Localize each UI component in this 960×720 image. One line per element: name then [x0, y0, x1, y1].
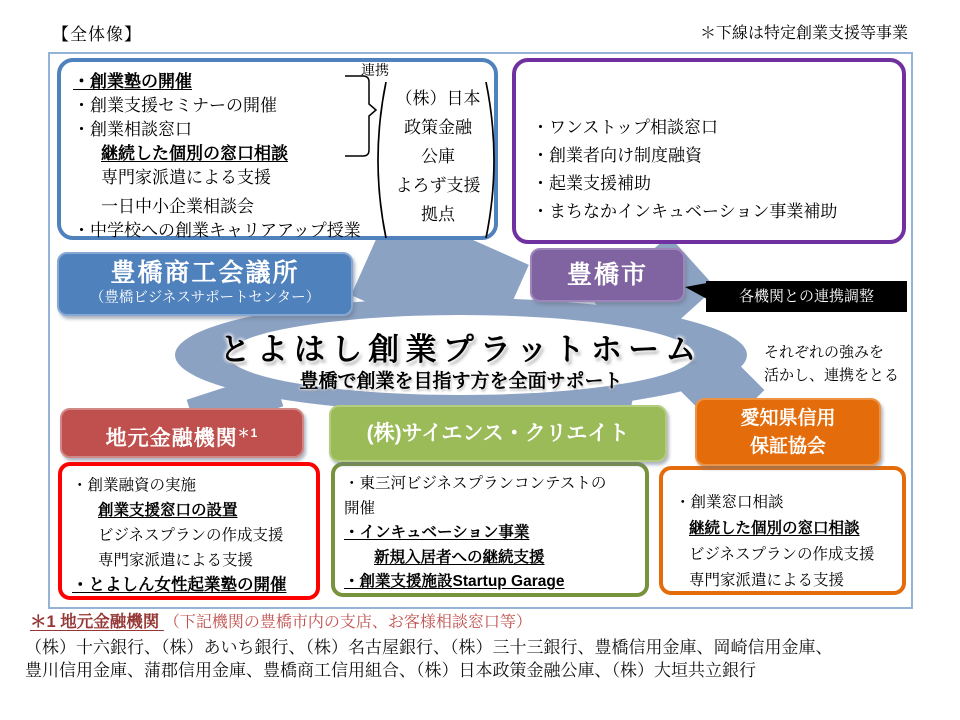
- org-name-line1: 愛知県信用: [740, 408, 836, 429]
- detail-item: ・東三河ビジネスプランコンテストの: [344, 475, 607, 492]
- partner-line: 公庫: [421, 147, 455, 166]
- detail-item: 継続した個別の窓口相談: [101, 144, 288, 163]
- org-box-credit: [695, 398, 881, 466]
- credit-detail-list: [675, 490, 875, 594]
- credit-detail-box: [659, 466, 906, 595]
- detail-item: ・起業支援補助: [532, 174, 651, 193]
- partner-line: 拠点: [421, 205, 455, 224]
- detail-item: 専門家派遣による支援: [101, 168, 271, 187]
- partner-name: [377, 84, 499, 229]
- chamber-detail-list: [73, 70, 361, 243]
- underline-note: ＊下線は特定創業支援等事業: [699, 25, 908, 42]
- detail-item: 新規入居者への継続支援: [374, 548, 545, 566]
- org-name: 豊橋市: [566, 261, 648, 289]
- footnote-label: ＊1 地元金融機関: [30, 613, 164, 631]
- org-box-city: [530, 248, 685, 302]
- partner-line: よろず支援: [395, 176, 481, 195]
- platform-subtitle: 豊橋で創業を目指す方を全面サポート: [299, 371, 623, 392]
- bank-list-line1: （株）十六銀行、（株）あいち銀行、（株）名古屋銀行、（株）三十三銀行、豊橋信用金庫、岡崎信用金庫、: [25, 638, 833, 657]
- science-detail-list: [344, 472, 606, 595]
- org-name-line2: 保証協会: [749, 436, 826, 457]
- city-detail-list: [532, 114, 837, 226]
- bank-list-line2: 豊川信用金庫、蒲郡信用金庫、豊橋商工信用組合、（株）日本政策金融公庫、（株）大垣共立銀行: [25, 661, 756, 680]
- side-note: [764, 341, 899, 387]
- partner-line: （株）日本: [395, 89, 481, 108]
- detail-item: 一日中小企業相談会: [101, 197, 254, 216]
- org-name: 豊橋商工会議所: [110, 259, 300, 287]
- detail-item: ・創業支援施設Startup Garage: [344, 573, 565, 590]
- detail-item: ・まちなかインキュベーション事業補助: [532, 202, 838, 221]
- org-subname: （豊橋ビジネスサポートセンター）: [89, 290, 321, 306]
- org-box-finance: [60, 408, 304, 458]
- footnote-paren: （下記機関の豊橋市内の支店、お客様相談窓口等）: [163, 614, 532, 631]
- finance-detail-list: [72, 473, 287, 598]
- linkage-label: 連携: [361, 62, 389, 78]
- detail-item: 開催: [344, 499, 376, 517]
- callout-pointer-icon: [685, 283, 707, 299]
- org-box-chamber: [57, 252, 353, 316]
- side-note-line1: それぞれの強みを: [764, 344, 885, 361]
- chamber-detail-box: [57, 58, 498, 240]
- detail-item: ・とよしん女性起業塾の開催: [72, 576, 287, 594]
- org-name: [62, 410, 302, 462]
- bank-list: [25, 636, 833, 682]
- overview-label: 【全体像】: [52, 25, 142, 44]
- footnote-line: [30, 608, 532, 632]
- footnote-ref: ＊1: [237, 426, 259, 440]
- partner-line: 政策金融: [404, 118, 472, 137]
- coordination-callout: 各機関との連携調整: [706, 281, 907, 312]
- detail-item: ・創業塾の開催: [73, 72, 192, 91]
- science-detail-box: [331, 462, 649, 597]
- side-note-line2: 活かし、連携をとる: [764, 367, 900, 384]
- detail-item: ・創業融資の実施: [72, 477, 197, 494]
- org-name-text: 地元金融機関: [105, 427, 238, 450]
- detail-item: ・創業相談窓口: [73, 120, 192, 139]
- finance-detail-box: [58, 462, 320, 600]
- platform-title: とよはし創業プラットホーム: [219, 332, 703, 367]
- detail-item: 専門家派遣による支援: [98, 552, 254, 569]
- detail-item: ビジネスプランの作成支援: [689, 546, 875, 563]
- detail-item: ・創業窓口相談: [675, 494, 784, 511]
- org-name: (株)サイエンス・クリエイト: [366, 422, 630, 445]
- org-box-science: [329, 405, 667, 462]
- detail-item: ・ワンストップ相談窓口: [532, 118, 718, 137]
- detail-item: 継続した個別の窓口相談: [689, 520, 860, 537]
- detail-item: ・中学校への創業キャリアアップ授業: [73, 221, 361, 240]
- detail-item: ビジネスプランの作成支援: [98, 527, 284, 544]
- detail-item: 専門家派遣による支援: [689, 572, 845, 589]
- detail-item: ・創業者向け制度融資: [532, 146, 702, 165]
- detail-item: 創業支援窓口の設置: [98, 502, 238, 519]
- detail-item: ・創業支援セミナーの開催: [73, 96, 277, 115]
- detail-item: ・インキュベーション事業: [344, 524, 530, 541]
- city-detail-box: [512, 58, 906, 244]
